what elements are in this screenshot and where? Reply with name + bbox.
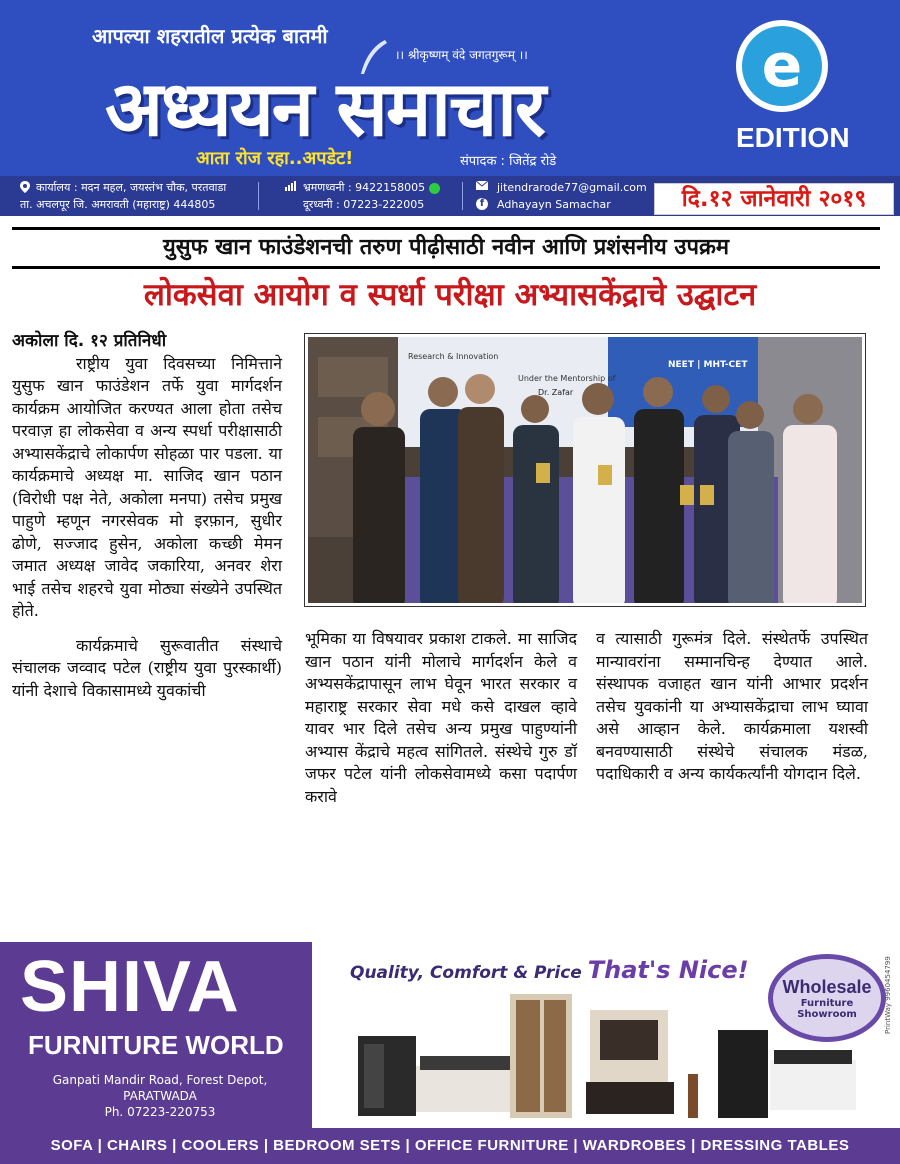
paragraph: व त्यासाठी गुरूमंत्र दिले. संस्थेतर्फे उपस्थित मान्यावरांना सम्मानचिन्ह देण्यात आले. संस्थापक वजाहत खान यांनी आभार प्रदर्शन तसेच युवकांनी या अभ्यासकेंद्राचा लाभ घ्यावा असे आव्हान केले. कार्यक्रमाला यशस्वी बनवण्यासाठी संस्थेचे संचालक मंडळ, पदाधिकारी व अन्य कार्यकर्त्यांनी योगदान दिले. — [596, 629, 868, 783]
article-headline: लोकसेवा आयोग व स्पर्धा परीक्षा अभ्यासकेंद्राचे उद्घाटन — [143, 277, 757, 313]
slogan: आता रोज रहा..अपडेट! — [196, 148, 354, 169]
e-edition-logo — [736, 20, 828, 112]
article-column-1 — [12, 330, 282, 702]
mail-icon — [476, 181, 488, 190]
phone-icon — [285, 181, 297, 191]
paragraph: राष्ट्रीय युवा दिवसच्या निमित्ताने युसुफ खान फाउंडेशन तर्फे युवा मार्गदर्शन कार्यक्रम आयोजित करण्यत आला होता तसेच परवाज़ हा लोकसेवा व अन्य स्पर्धा परीक्षासाठी अभ्यासकेंद्राचे लोकार्पण सोहळा पार पडला. या कार्यक्रमाचे अध्यक्ष मा. साजिद खान पठान (विरोधी पक्ष नेते, अकोला मनपा) तसेच प्रमुख पाहुणे म्हणून नगरसेवक मो इरफ़ान, सुधीर ढोणे, सज्जाद हुसेन, अकोला कच्छी मेमन जमात अध्यक्ष जावेद जकारिया, अनवर शेरा भाई तसेच शहरचे युवा मोठ्या संख्येने उपस्थित होते. — [12, 353, 282, 620]
landline-number: दूरध्वनी : 07223-222005 — [303, 198, 425, 211]
furniture-illustration — [350, 986, 870, 1126]
banner-text: Dr. Zafar — [538, 388, 574, 397]
ad-slogan — [350, 956, 749, 984]
ad-address-line: Ganpati Mandir Road, Forest Depot, PARATWADA — [52, 1073, 268, 1103]
ad-slogan-emphasis: That's Nice! — [587, 956, 749, 984]
paragraph: कार्यक्रमाचे सुरूवातीत संस्थाचे संचालक जव्वाद पटेल (राष्ट्रीय युवा पुरस्कार्थी) यांनी देशाचे विकासामध्ये युवकांची — [12, 635, 282, 700]
editor-credit: संपादक : जितेंद्र रोडे — [460, 154, 557, 169]
tagline: आपल्या शहरातील प्रत्येक बातमी — [92, 24, 328, 48]
badge-title: Wholesale — [782, 977, 872, 997]
banner-text: Research & Innovation — [408, 352, 499, 361]
ad-brand-subtitle: FURNITURE WORLD — [28, 1030, 284, 1060]
ad-slogan-text: Quality, Comfort & Price — [350, 963, 588, 983]
ad-address — [22, 1072, 298, 1120]
ad-phone: Ph. 07223-220753 — [104, 1105, 216, 1119]
quill-icon — [355, 38, 391, 78]
badge-subtitle: Furniture Showroom — [797, 998, 857, 1020]
event-photo — [305, 334, 865, 606]
office-address-2: ता. अचलपूर जि. अमरावती (महाराष्ट्र) 444805 — [20, 198, 216, 211]
byline: अकोला दि. १२ प्रतिनिधी — [12, 331, 167, 351]
article-column-2 — [305, 628, 577, 808]
paragraph: भूमिका या विषयावर प्रकाश टाकले. मा साजिद खान पठान यांनी मोलाचे मार्गदर्शन केले व अभ्यसकेंद्रापासून लाभ घेवून भारत सरकार व महाराष्ट्र सरकार सेवा मधे कसे दाखल व्हावे यावर भार दिले तसेच अन्य प्रमुख पाहुण्यांनी अभ्यास केंद्राचे महत्व सांगितले. संस्थेचे गुरु डॉ जफर पटेल यांनी लोकसेवामध्ये कसा पदार्पण करावे — [305, 629, 577, 806]
ad-categories: SOFA | CHAIRS | COOLERS | BEDROOM SETS | OFFICE FURNITURE | WARDROBES | DRESSING TABLES — [0, 1128, 900, 1164]
motto: ।। श्रीकृष्णम् वंदे जगतगुरूम् ।। — [395, 48, 528, 62]
ad-brand-panel — [0, 942, 312, 1128]
ad-brand-name: SHIVA — [20, 947, 240, 1027]
divider — [258, 182, 259, 210]
mobile-number: भ्रमणध्वनी : 9422158005 — [303, 181, 426, 194]
article-column-3 — [596, 628, 868, 786]
whatsapp-icon — [429, 183, 440, 194]
article-kicker: युसुफ खान फाउंडेशनची तरुण पीढ़ीसाठी नवीन आणि प्रशंसनीय उपक्रम — [12, 227, 880, 269]
masthead — [0, 0, 900, 176]
facebook-icon: f — [476, 198, 488, 210]
divider — [462, 182, 463, 210]
furniture-advertisement[interactable] — [0, 942, 900, 1164]
newspaper-name: अध्ययन समाचार — [105, 64, 544, 153]
issue-date: दि.१२ जानेवारी २०१९ — [654, 183, 894, 215]
facebook-link[interactable]: Adhayayn Samachar — [497, 198, 611, 211]
edition-label: EDITION — [736, 122, 850, 153]
banner-text: NEET | MHT-CET — [668, 360, 748, 370]
event-photo-illustration — [308, 337, 865, 606]
banner-text: Under the Mentorship of — [518, 374, 616, 383]
print-credit: PrintWay 9960454799 — [884, 956, 892, 1034]
office-address-1: कार्यालय : मदन महल, जयस्तंभ चौक, परतवाडा — [36, 181, 227, 194]
email-link[interactable]: jitendrarode77@gmail.com — [497, 181, 647, 194]
location-icon — [20, 181, 30, 193]
e-letter: e — [742, 26, 822, 106]
